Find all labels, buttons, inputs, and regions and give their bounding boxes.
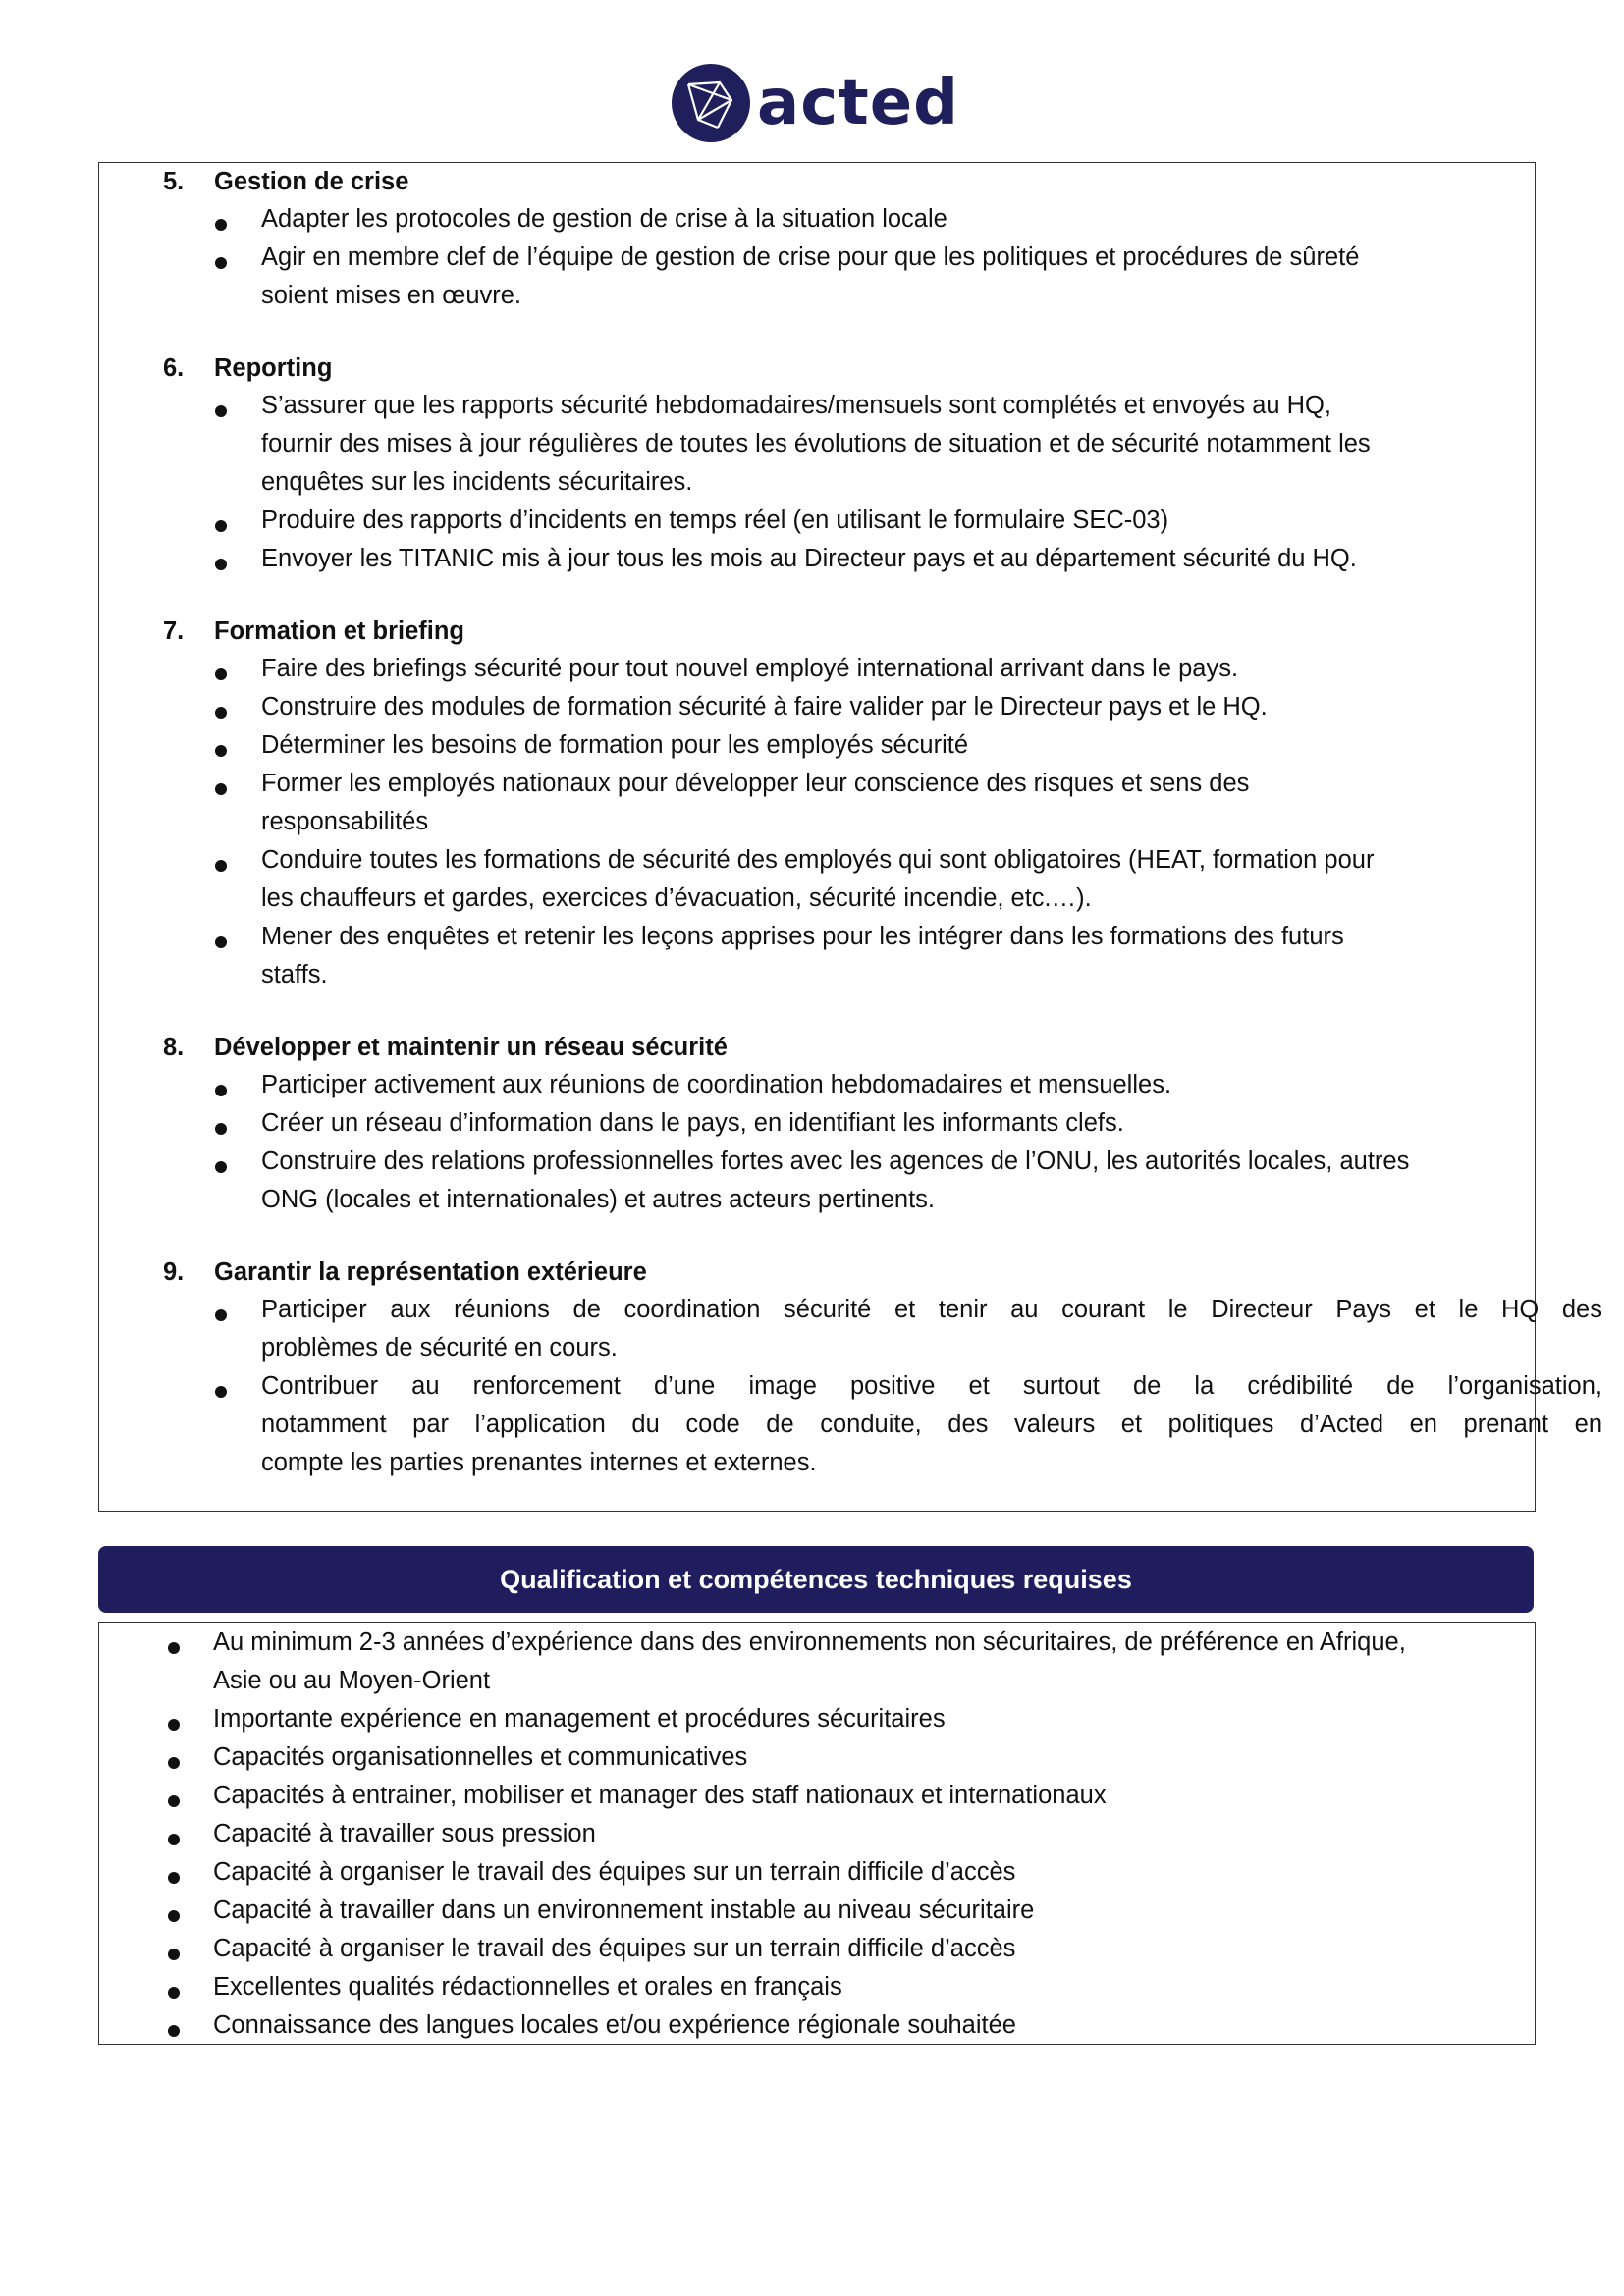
bullet-icon xyxy=(168,1987,180,1999)
list-item-cont: fournir des mises à jour régulières de toutes les évolutions de situation et de sécurité notamment les xyxy=(261,430,1371,457)
list-item: Importante expérience en management et procédures sécuritaires xyxy=(213,1705,946,1733)
list-item: Au minimum 2-3 années d’expérience dans des environnements non sécuritaires, de préférence en Afrique, xyxy=(213,1629,1406,1656)
list-item: Faire des briefings sécurité pour tout nouvel employé international arrivant dans le pays. xyxy=(261,655,1239,682)
bullet-icon xyxy=(215,1309,227,1321)
acted-logo-icon xyxy=(671,63,751,143)
bullet-icon xyxy=(168,2025,180,2037)
list-item: Capacités à entrainer, mobiliser et manager des staff nationaux et internationaux xyxy=(213,1782,1107,1809)
list-item: Produire des rapports d’incidents en temps réel (en utilisant le formulaire SEC-03) xyxy=(261,507,1169,534)
list-item: Capacité à travailler sous pression xyxy=(213,1820,596,1847)
bullet-icon xyxy=(168,1719,180,1731)
bullet-icon xyxy=(168,1872,180,1884)
bullet-icon xyxy=(168,1834,180,1845)
section-heading: 8. Développer et maintenir un réseau sécurité xyxy=(163,1034,728,1061)
list-item: Créer un réseau d’information dans le pays, en identifiant les informants clefs. xyxy=(261,1109,1124,1137)
list-item-cont: ONG (locales et internationales) et autres acteurs pertinents. xyxy=(261,1186,935,1213)
bullet-icon xyxy=(168,1910,180,1922)
bullet-icon xyxy=(215,668,227,680)
list-item: Excellentes qualités rédactionnelles et orales en français xyxy=(213,1973,842,2001)
bullet-icon xyxy=(215,559,227,570)
bullet-icon xyxy=(215,520,227,532)
section-heading: 7. Formation et briefing xyxy=(163,617,464,645)
section-heading: 5. Gestion de crise xyxy=(163,168,409,195)
bullet-icon xyxy=(215,405,227,417)
list-item: Conduire toutes les formations de sécurité des employés qui sont obligatoires (HEAT, formation pour xyxy=(261,846,1375,874)
bullet-icon xyxy=(215,745,227,757)
list-item-cont: enquêtes sur les incidents sécuritaires. xyxy=(261,468,693,496)
list-item-cont: les chauffeurs et gardes, exercices d’évacuation, sécurité incendie, etc.…). xyxy=(261,884,1092,912)
section-heading: 9. Garantir la représentation extérieure xyxy=(163,1258,647,1286)
list-item-cont: Asie ou au Moyen-Orient xyxy=(213,1667,491,1694)
list-item-cont: responsabilités xyxy=(261,808,429,835)
list-item: Mener des enquêtes et retenir les leçons apprises pour les intégrer dans les formations des futurs xyxy=(261,923,1344,950)
list-item: Construire des modules de formation sécurité à faire valider par le Directeur pays et le HQ. xyxy=(261,693,1268,721)
list-item-cont: soient mises en œuvre. xyxy=(261,282,522,309)
bullet-icon xyxy=(215,783,227,795)
list-item: Capacité à organiser le travail des équipes sur un terrain difficile d’accès xyxy=(213,1858,1016,1886)
list-item: Capacité à travailler dans un environnement instable au niveau sécuritaire xyxy=(213,1896,1035,1924)
bullet-icon xyxy=(215,1085,227,1096)
list-item: Connaissance des langues locales et/ou expérience régionale souhaitée xyxy=(213,2011,1016,2039)
list-item: Construire des relations professionnelles fortes avec les agences de l’ONU, les autorités locales, autres xyxy=(261,1148,1410,1175)
bullet-icon xyxy=(168,1795,180,1807)
bullet-icon xyxy=(215,1123,227,1135)
list-item: Capacités organisationnelles et communicatives xyxy=(213,1743,748,1771)
bullet-icon xyxy=(215,936,227,948)
bullet-icon xyxy=(168,1757,180,1769)
list-item: S’assurer que les rapports sécurité hebdomadaires/mensuels sont complétés et envoyés au HQ, xyxy=(261,392,1331,419)
bullet-icon xyxy=(215,707,227,719)
section-heading: 6. Reporting xyxy=(163,354,333,382)
list-item: Agir en membre clef de l’équipe de gestion de crise pour que les politiques et procédures de sûreté xyxy=(261,243,1360,271)
list-item-cont: problèmes de sécurité en cours. xyxy=(261,1334,618,1362)
bullet-icon xyxy=(215,1161,227,1173)
list-item: Participer activement aux réunions de coordination hebdomadaires et mensuelles. xyxy=(261,1071,1172,1098)
bullet-icon xyxy=(215,1386,227,1398)
list-item-cont: notamment par l’application du code de conduite, des valeurs et politiques d’Acted en prenant en xyxy=(261,1411,1602,1438)
list-item: Déterminer les besoins de formation pour les employés sécurité xyxy=(261,731,969,759)
bullet-icon xyxy=(215,219,227,231)
qualifications-box xyxy=(98,1622,1536,2045)
list-item: Envoyer les TITANIC mis à jour tous les mois au Directeur pays et au département sécurité du HQ. xyxy=(261,545,1357,572)
logo-text: acted xyxy=(757,67,959,139)
responsibilities-box xyxy=(98,162,1602,1512)
list-item: Capacité à organiser le travail des équipes sur un terrain difficile d’accès xyxy=(213,1935,1016,1962)
list-item: Former les employés nationaux pour développer leur conscience des risques et sens des xyxy=(261,770,1250,797)
list-item-cont: compte les parties prenantes internes et externes. xyxy=(261,1449,817,1476)
bullet-icon xyxy=(168,1949,180,1960)
bullet-icon xyxy=(168,1642,180,1654)
bullet-icon xyxy=(215,257,227,269)
list-item: Contribuer au renforcement d’une image positive et surtout de la crédibilité de l’organisation, xyxy=(261,1372,1602,1400)
list-item: Adapter les protocoles de gestion de crise à la situation locale xyxy=(261,205,947,233)
list-item-cont: staffs. xyxy=(261,961,328,988)
bullet-icon xyxy=(215,860,227,872)
list-item: Participer aux réunions de coordination sécurité et tenir au courant le Directeur Pays et le HQ des xyxy=(261,1296,1602,1323)
qualifications-header: Qualification et compétences techniques requises xyxy=(98,1546,1534,1613)
acted-logo xyxy=(671,61,959,145)
